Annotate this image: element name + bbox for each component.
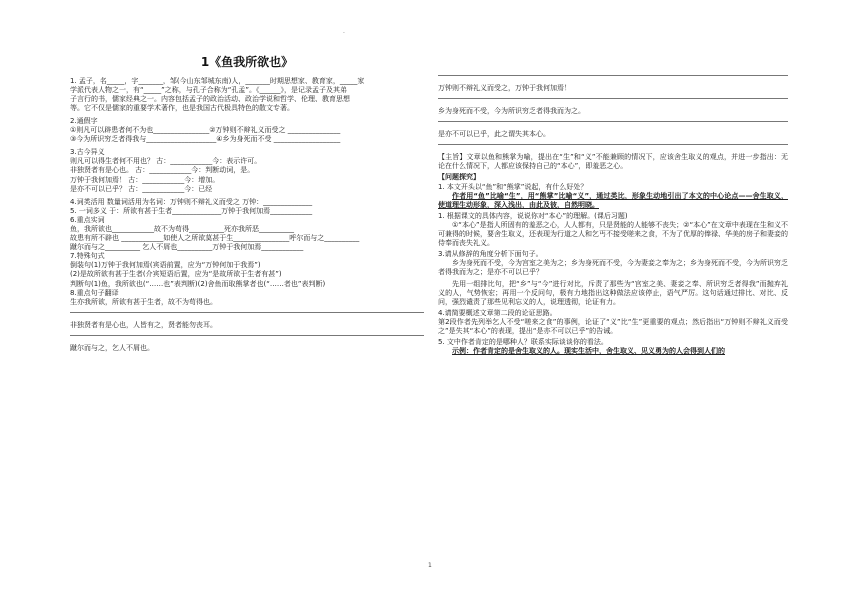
left-text-line: 5. 一词多义 于：所欲有甚于生者______________万钟于我何加焉____________ [70, 206, 313, 215]
right-text-line: 先用一组排比句，把“乡”与“今”进行对比，斥责了那些为“宫室之美、妻妾之奉、所识穷乏者得我”而抛弃礼义的人，气势恢宏；再用一个反问句，极有力地指出这种做法应该停止，语气严厉。这句话通过排比、对比、反问，强烈谴责了那些见利忘义的人，说理透彻，论证有力。 [438, 279, 788, 306]
left-text-line: 生亦我所欲，所欲有甚于生者，故不为苟得也。 [70, 297, 217, 306]
left-text-line: 故患有所不辟也 ____________如使人之所欲莫甚于生________________呼尔而与之__________ [70, 234, 360, 243]
left-text-line: 子言行的书，儒家经典之一。内容包括孟子的政治活动、政治学说和哲学、伦理、教育思想 [70, 94, 350, 103]
right-text-line: 示例：作者肯定的是舍生取义的人。现实生活中，舍生取义、见义勇为的人会得到人们的 [452, 347, 725, 356]
right-text-line: 是亦不可以已乎，此之谓失其本心。 [438, 130, 550, 139]
right-column [438, 70, 788, 356]
answer-line [438, 120, 788, 122]
left-text-line: 万钟于我何加焉！ 古：____________今：增加。 [70, 175, 220, 184]
right-text-line: 作者用“鱼”比喻“生”，用“熊掌”比喻“义”，通过类比，形象生动地引出了本文的中心论点——舍生取义，使道理生动形象，深入浅出，由此及彼，自然明晓。 [438, 191, 788, 209]
left-text-line: 非独贤者有是心也。 古：____________今：判断动词，是。 [70, 166, 255, 175]
right-text-line: ①“本心”是指人所固有的羞恶之心，人人都有，只是贤能的人能够不丧失；②“本心”在文章中表现在生和义不可兼得的时候，要舍生取义，还表现为行道之人和乞丐不接受嗟来之食，不为了优厚的俸禄、华美的房子和妻妾的侍奉而丧失礼义。 [438, 220, 788, 248]
left-text-line: 鱼，我所欲也____________故不为苟得__________死亦我所恶__________ [70, 225, 294, 233]
left-text-line: 非独贤者有是心也，人皆有之，贤者能勿丧耳。 [70, 320, 217, 329]
left-text-line: 等。它不仅是儒家的重要学术著作，也是我国古代极具特色的散文专著。 [70, 103, 294, 112]
right-text-line: 乡为身死而不受，今为宫室之美为之；乡为身死而不受，今为妻妾之奉为之；乡为身死而不受，今为所识穷乏者得我而为之；是亦不可以已乎？ [438, 259, 788, 277]
left-text-line: ③今为所识穷乏者得我与____________________④乡为身死而不受 ___________________ [70, 135, 341, 144]
left-text-line: (2)是故所欲有甚于生者(介宾短语后置，应为“是故所欲于生者有甚”) [70, 270, 282, 279]
page-number: 1 [428, 562, 432, 569]
right-text-line: 1. 本文开头以“鱼”和“熊掌”说起，有什么好处？ [438, 182, 588, 191]
left-text-line: 8.重点句子翻译 [70, 288, 119, 297]
left-text-line: ①则凡可以辟患者何不为也________________②万钟则不辩礼义而受之 _______________ [70, 126, 341, 135]
right-text-line: 1. 根据课文的具体内容，说说你对“本心”的理解。(课后习题) [438, 211, 628, 220]
left-column [70, 55, 424, 353]
answer-line [438, 97, 788, 99]
left-text-line: 倒装句(1)万钟于我何加焉(宾语前置，应为“万钟何加于我焉”) [70, 261, 261, 270]
left-text-line: 学派代表人物之一，有“_____”之称，与孔子合称为“孔孟”。《______》，是记录孟子及其弟 [70, 85, 348, 94]
left-text-line: 蹴尔而与之__________ 乞人不屑也__________万钟于我何加焉____________ [70, 243, 304, 252]
header-dot: · [343, 30, 345, 37]
right-column-body [438, 74, 788, 356]
left-text-line: 蹴尔而与之，乞人不屑也。 [70, 343, 154, 352]
left-text-line: 6.重点实词 [70, 215, 105, 224]
left-text-line: 3.古今异义 [70, 148, 105, 157]
left-text-line: 2.通假字 [70, 116, 98, 125]
right-text-line: 5. 文中作者肯定的是哪种人？联系实际谈谈你的看法。 [438, 338, 608, 347]
left-column-body [70, 77, 424, 353]
answer-line [438, 143, 788, 145]
right-text-line: 第2段作者先列举乞人不受“嗟来之食”的事例，论证了“义”比“生”更重要的观点；然后指出“万钟则不辩礼义而受之”是失其“本心”的表现，提出“是亦不可以已乎”的告诫。 [438, 317, 788, 335]
left-text-line: 4.词类活用 数量词活用为名词：万钟则不辩礼义而受之 万钟：______________ [70, 197, 313, 206]
answer-line [438, 74, 788, 76]
left-text-line: 判断句(1)鱼，我所欲也(“……也”表判断)(2)舍鱼而取熊掌者也(“……者也”表判断) [70, 279, 326, 288]
right-text-line: 4.请简要概述文章第二段的论证思路。 [438, 308, 557, 317]
left-text-line: 是亦不可以已乎？ 古：____________今：已经 [70, 184, 213, 193]
left-text-line: 1. 孟子，名_____，字_______，邹(今山东邹城东南)人，_______时期思想家、教育家，_____家 [70, 76, 365, 85]
answer-line [70, 311, 424, 313]
right-text-line: 【问题探究】 [438, 173, 480, 182]
right-text-line: 万钟则不辩礼义而受之，万钟于我何加焉！ [438, 84, 571, 92]
left-text-line: 7.特殊句式 [70, 252, 105, 261]
right-text-line: 乡为身死而不受，今为所识穷乏者得我而为之。 [438, 107, 585, 116]
right-text-line: 【主旨】文章以鱼和熊掌为喻，提出在“生”和“义”不能兼顾的情况下，应该舍生取义的观点，并进一步指出：无论在什么情况下，人都应该保持自己的“本心”，即羞恶之心。 [438, 153, 788, 171]
right-text-line: 3.请从修辞的角度分析下面句子。 [438, 250, 543, 259]
left-text-line: 则凡可以得生者何不用也？ 古：____________今：表示许可。 [70, 157, 262, 166]
page-title: 1《鱼我所欲也》 [200, 55, 294, 69]
answer-line [70, 334, 424, 336]
